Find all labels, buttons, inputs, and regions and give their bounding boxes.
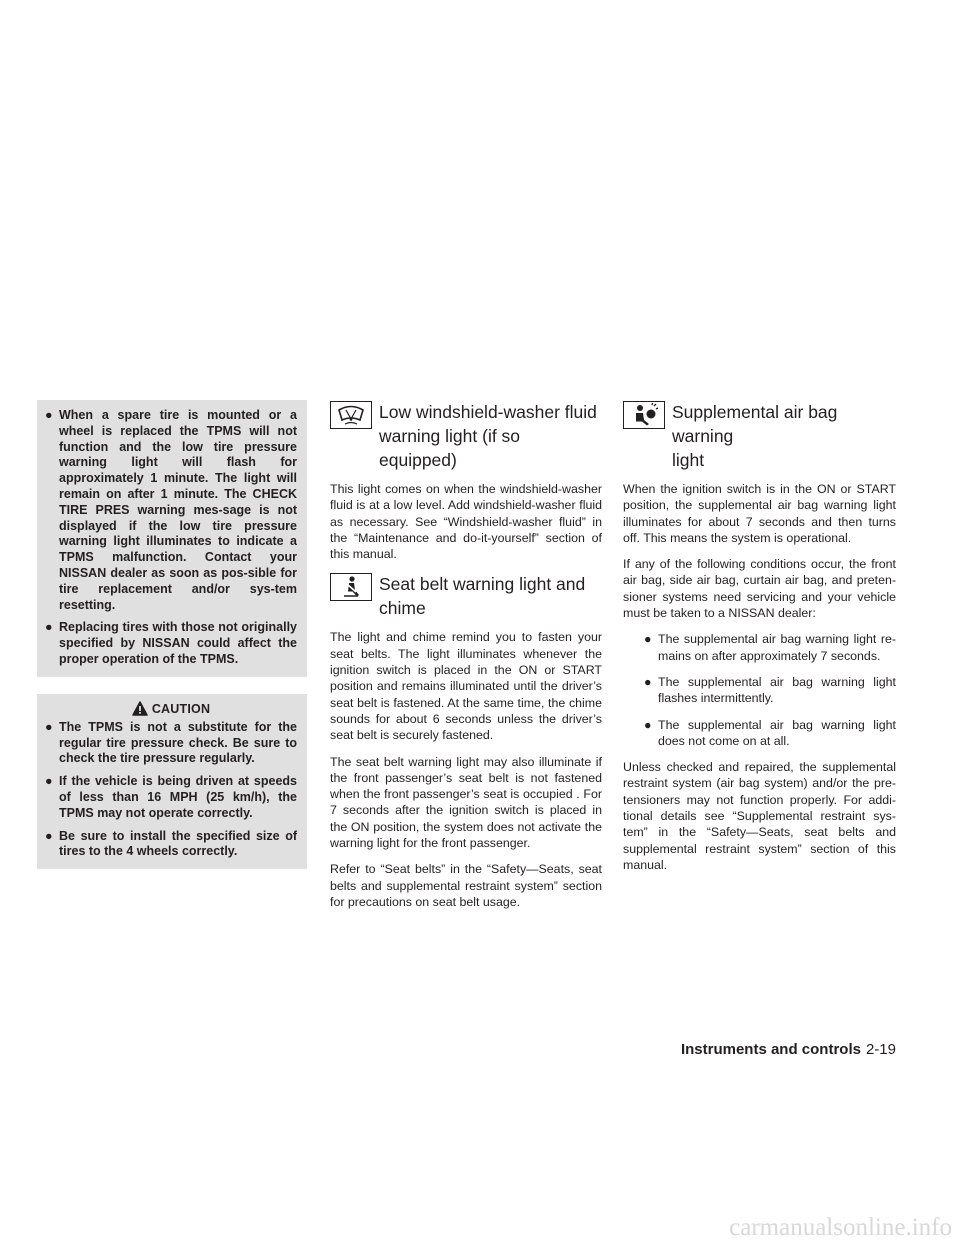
warning-box <box>37 400 307 677</box>
paragraph: Unless checked and repaired, the supplemental restraint system (air bag system) and/or the pre-tensioners may not function properly. For addi-tional details see “Supplemental restraint sys-tem” in the “Safety—Seats, seat belts and supplemental restraint system” section of this manual. <box>623 760 896 872</box>
paragraph: The seat belt warning light may also illuminate if the front passenger’s seat belt is not fastened when the front passenger’s seat is occupied . For 7 seconds after the ignition switch is placed in the ON position, the system does not activate the warning light for the front passenger. <box>330 754 602 851</box>
section-heading-seatbelt <box>330 572 602 620</box>
list-item-text: Replacing tires with those not originally specified by NISSAN could affect the proper operation of the TPMS. <box>59 620 297 666</box>
bullet: ● <box>644 632 652 647</box>
bullet: ● <box>45 620 53 635</box>
list-item <box>45 829 297 861</box>
bullet: ● <box>45 719 53 734</box>
bullet: ● <box>644 674 652 689</box>
caution-box <box>37 694 307 869</box>
left-column <box>37 400 307 869</box>
middle-column <box>330 400 602 920</box>
section-title-line: Low windshield-washer fluid <box>379 402 597 422</box>
list-item-text: The TPMS is not a substitute for the regular tire pressure check. Be sure to check the tire pressure regularly. <box>59 719 297 766</box>
section-title-line: Supplemental air bag warning <box>672 402 838 446</box>
bullet: ● <box>45 774 53 789</box>
watermark: carmanualsonline.info <box>729 1214 952 1241</box>
page-number: 2-19 <box>865 1041 896 1058</box>
bullet: ● <box>45 408 53 422</box>
air-bag-icon <box>623 401 665 429</box>
section-title-line: Seat belt warning light and <box>379 574 586 595</box>
paragraph: The light and chime remind you to fasten your seat belts. The light illuminates whenever the ignition switch is placed in the ON or START position and remains illuminated until the driver’s seat belt is fastened. At the same time, the chime sounds for about 6 seconds unless the driver’s seat belt is securely fastened. <box>330 630 602 743</box>
right-column <box>623 400 896 883</box>
section-title <box>379 400 602 472</box>
list-item <box>623 717 896 750</box>
list-item-text: The supplemental air bag warning light does not come on at all. <box>658 717 896 748</box>
section-title-line: light <box>672 450 705 470</box>
bullet: ● <box>644 717 652 732</box>
list-item <box>45 720 297 767</box>
page-footer <box>681 1041 896 1058</box>
warning-list <box>45 408 297 668</box>
section-heading-washer <box>330 400 602 472</box>
section-heading-airbag <box>623 400 896 472</box>
list-item-text: When a spare tire is mounted or a wheel is replaced the TPMS will not function and the low tire pressure warning light will flash for approximately 1 minute. The light will remain on after 1 minute. The CHECK TIRE PRES warning mes-sage is not displayed if the low tire pressure warning light illuminates to indicate a TPMS malfunction. Contact your NISSAN dealer as soon as pos-sible for tire replacement and/or sys-tem resetting. <box>59 408 297 612</box>
section-title <box>379 572 585 620</box>
section-title-line: chime <box>379 598 426 619</box>
list-item <box>623 674 896 707</box>
caution-title: CAUTION <box>151 701 211 716</box>
footer-section-title: Instruments and controls <box>680 1041 861 1058</box>
paragraph: If any of the following conditions occur, the front air bag, side air bag, curtain air bag, and preten-sioner systems need servicing and your vehicle must be taken to a NISSAN dealer: <box>623 557 896 621</box>
seat-belt-icon <box>330 573 372 601</box>
list-item <box>45 620 297 667</box>
bullet: ● <box>45 828 53 843</box>
list-item <box>623 631 896 664</box>
paragraph: This light comes on when the windshield-washer fluid is at a low level. Add windshield-washer fluid as necessary. See “Windshield-washer fluid” in the “Maintenance and do-it-yourself” section of this manual. <box>330 482 602 562</box>
paragraph: Refer to “Seat belts” in the “Safety—Seats, seat belts and supplemental restraint system” section for precautions on seat belt usage. <box>330 862 602 909</box>
caution-heading <box>45 698 297 720</box>
section-title <box>672 400 896 472</box>
list-item <box>45 774 297 821</box>
list-item <box>45 408 297 613</box>
warning-triangle-icon <box>132 701 148 716</box>
windshield-washer-icon <box>330 401 372 429</box>
list-item-text: The supplemental air bag warning light flashes intermittently. <box>658 674 896 706</box>
list-item-text: The supplemental air bag warning light re-mains on after approximately 7 seconds. <box>658 632 896 663</box>
list-item-text: If the vehicle is being driven at speeds of less than 16 MPH (25 km/h), the TPMS may not operate correctly. <box>59 774 297 820</box>
caution-list <box>45 720 297 860</box>
section-title-line: warning light (if so equipped) <box>379 426 521 470</box>
paragraph: When the ignition switch is in the ON or START position, the supplemental air bag warning light illuminates for about 7 seconds and then turns off. This means the system is operational. <box>623 482 896 545</box>
condition-list <box>623 631 896 749</box>
list-item-text: Be sure to install the specified size of tires to the 4 wheels correctly. <box>59 828 297 859</box>
